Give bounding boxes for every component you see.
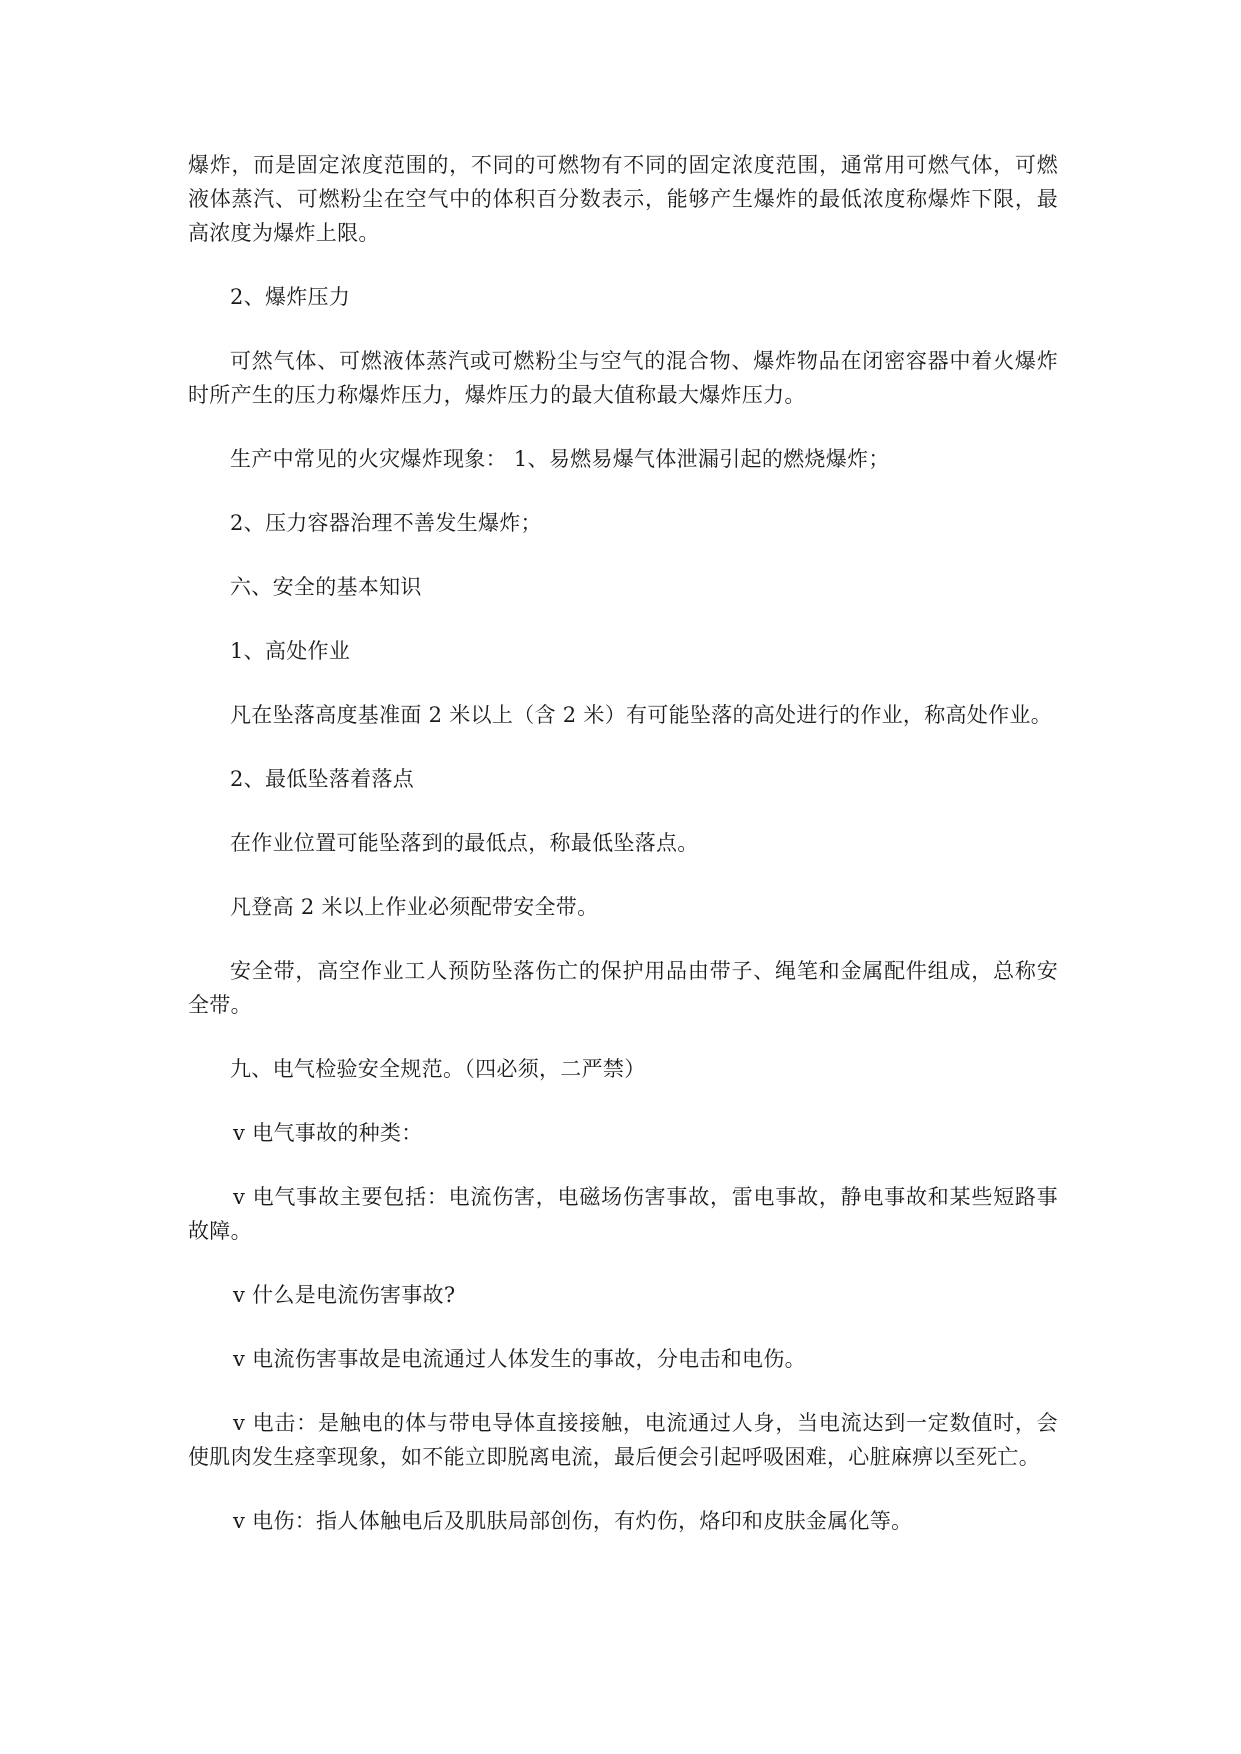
bullet-electrical-accident-types: v 电气事故的种类： <box>233 1121 423 1145</box>
heading-work-at-height: 1、高处作业 <box>230 639 351 663</box>
paragraph-safety-belt-rule: 凡登高 2 米以上作业必须配带安全带。 <box>230 895 599 919</box>
heading-explosion-pressure: 2、爆炸压力 <box>230 285 351 309</box>
heading-electrical-safety: 九、电气检验安全规范。（四必须，二严禁） <box>230 1057 646 1081</box>
document-body <box>188 148 1058 1568</box>
heading-safety-basics: 六、安全的基本知识 <box>230 575 422 599</box>
paragraph-pressure-vessel: 2、压力容器治理不善发生爆炸； <box>230 511 542 535</box>
bullet-electrical-accident-includes: v 电气事故主要包括：电流伤害，电磁场伤害事故，雷电事故，静电事故和某些短路事故障。 <box>188 1185 1058 1243</box>
paragraph-lowest-fall-point: 在作业位置可能坠落到的最低点，称最低坠落点。 <box>230 831 699 855</box>
heading-lowest-fall-point: 2、最低坠落着落点 <box>230 767 415 791</box>
bullet-electric-injury: v 电伤：指人体触电后及肌肤局部创伤，有灼伤，烙印和皮肤金属化等。 <box>233 1509 913 1533</box>
paragraph-safety-belt-definition: 安全带，高空作业工人预防坠落伤亡的保护用品由带子、绳笔和金属配件组成，总称安全带。 <box>188 959 1058 1017</box>
paragraph-common-phenomena: 生产中常见的火灾爆炸现象： 1、易燃易爆气体泄漏引起的燃烧爆炸； <box>230 447 890 471</box>
bullet-what-is-current-injury: v 什么是电流伤害事故? <box>233 1283 456 1307</box>
bullet-electric-shock: v 电击：是触电的体与带电导体直接接触，电流通过人身，当电流达到一定数值时，会使肌肉发生痉挛现象，如不能立即脱离电流，最后便会引起呼吸困难，心脏麻痹以至死亡。 <box>188 1411 1058 1469</box>
paragraph-work-at-height: 凡在坠落高度基准面 2 米以上（含 2 米）有可能坠落的高处进行的作业，称高处作业。 <box>230 703 1053 727</box>
bullet-current-injury-definition: v 电流伤害事故是电流通过人体发生的事故，分电击和电伤。 <box>233 1347 806 1371</box>
paragraph-explosion-pressure: 可然气体、可燃液体蒸汽或可燃粉尘与空气的混合物、爆炸物品在闭密容器中着火爆炸时所产生的压力称爆炸压力，爆炸压力的最大值称最大爆炸压力。 <box>188 349 1058 407</box>
paragraph-explosion-limits: 爆炸，而是固定浓度范围的，不同的可燃物有不同的固定浓度范围，通常用可燃气体，可燃液体蒸汽、可燃粉尘在空气中的体积百分数表示，能够产生爆炸的最低浓度称爆炸下限，最高浓度为爆炸上限。 <box>188 153 1058 245</box>
